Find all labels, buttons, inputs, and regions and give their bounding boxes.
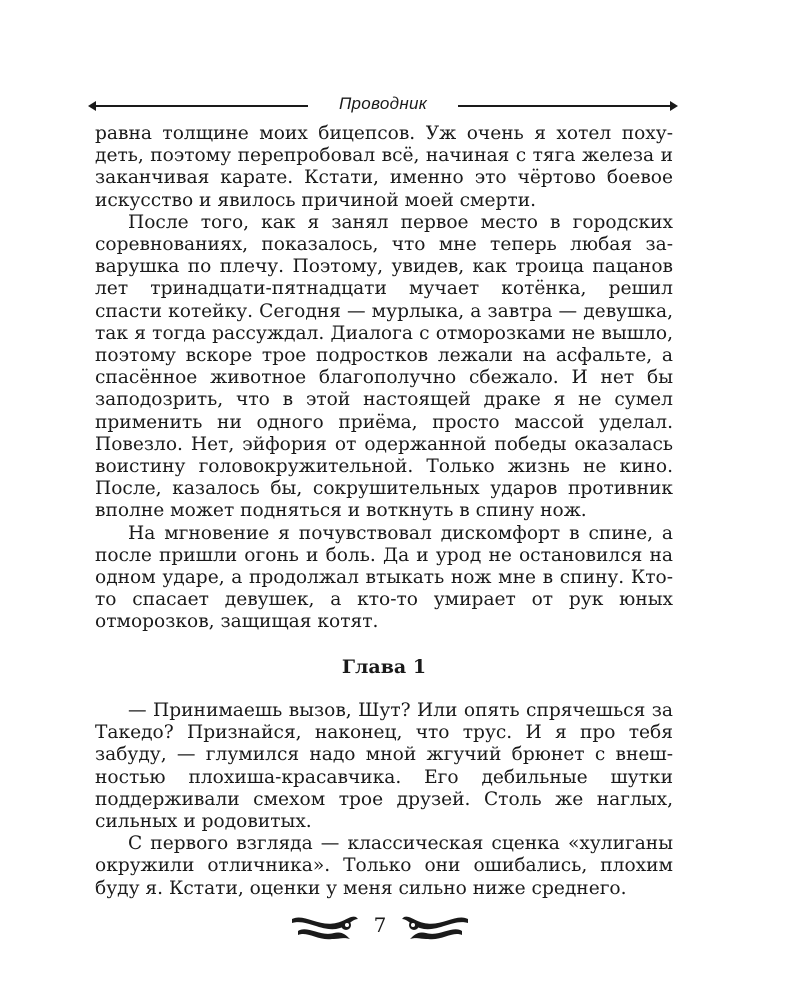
chapter-heading: Глава 1 — [341, 656, 427, 678]
paragraph: На мгновение я почувствовал дискомфорт в спине, а после пришли огонь и боль. Да и урод не остановился на одном ударе, а продолжал втыкать нож мне в спину. Кто-то спасает девушек, а кто-то умирает от рук юных отморозков, защищая котят. — [95, 522, 673, 633]
paragraph: равна толщине моих бицепсов. Уж очень я хотел похудеть, поэтому перепробовал всё, начиная с тяга железа и заканчивая карате. Кстати, именно это чёртово боевое искусство и явилось причиной моей смерти. — [95, 123, 673, 211]
right-flourish-icon — [400, 905, 470, 945]
text-block-prologue — [95, 123, 673, 634]
header-arrow-right-ornament — [670, 101, 678, 111]
running-header-title: Проводник — [338, 94, 428, 113]
paragraph: — Принимаешь вызов, Шут? Или опять спрячешься за Такедо? Признайся, наконец, что трус. И я про тебя забуду, — глумился надо мной жгучий брюнет с внешностью плохиша-красавчика. Его дебильные шутки поддерживали смехом трое друзей. Столь же наглых, сильных и родовитых. — [95, 700, 673, 833]
header-rule-right — [458, 105, 672, 107]
paragraph: С первого взгляда — классическая сценка «хулиганы окружили отличника». Только они ошибались, плохим буду я. Кстати, оценки у меня сильно ниже среднего. — [95, 833, 673, 899]
paragraph: После того, как я занял первое место в городских соревнованиях, показалось, что мне теперь любая заварушка по плечу. Поэтому, увидев, как троица пацанов лет тринадцати-пятнадцати мучает котёнка, решил спасти котейку. Сегодня — мурлыка, а завтра — девушка, так я тогда рассуждал. Диалога с отморозками не вышло, поэтому вскоре трое подростков лежали на асфальте, а спасённое животное благополучно сбежало. И нет бы заподозрить, что в этой настоящей драке я не сумел применить ни одного приёма, просто массой уделал. Повезло. Нет, эйфория от одержанной победы оказалась воистину головокружительной. Только жизнь не кино. После, казалось бы, сокрушительных ударов противник вполне может подняться и воткнуть в спину нож. — [95, 211, 673, 522]
page-folio — [290, 905, 470, 945]
page-number: 7 — [373, 913, 387, 937]
text-block-chapter-1 — [95, 700, 673, 900]
running-header — [88, 90, 678, 120]
